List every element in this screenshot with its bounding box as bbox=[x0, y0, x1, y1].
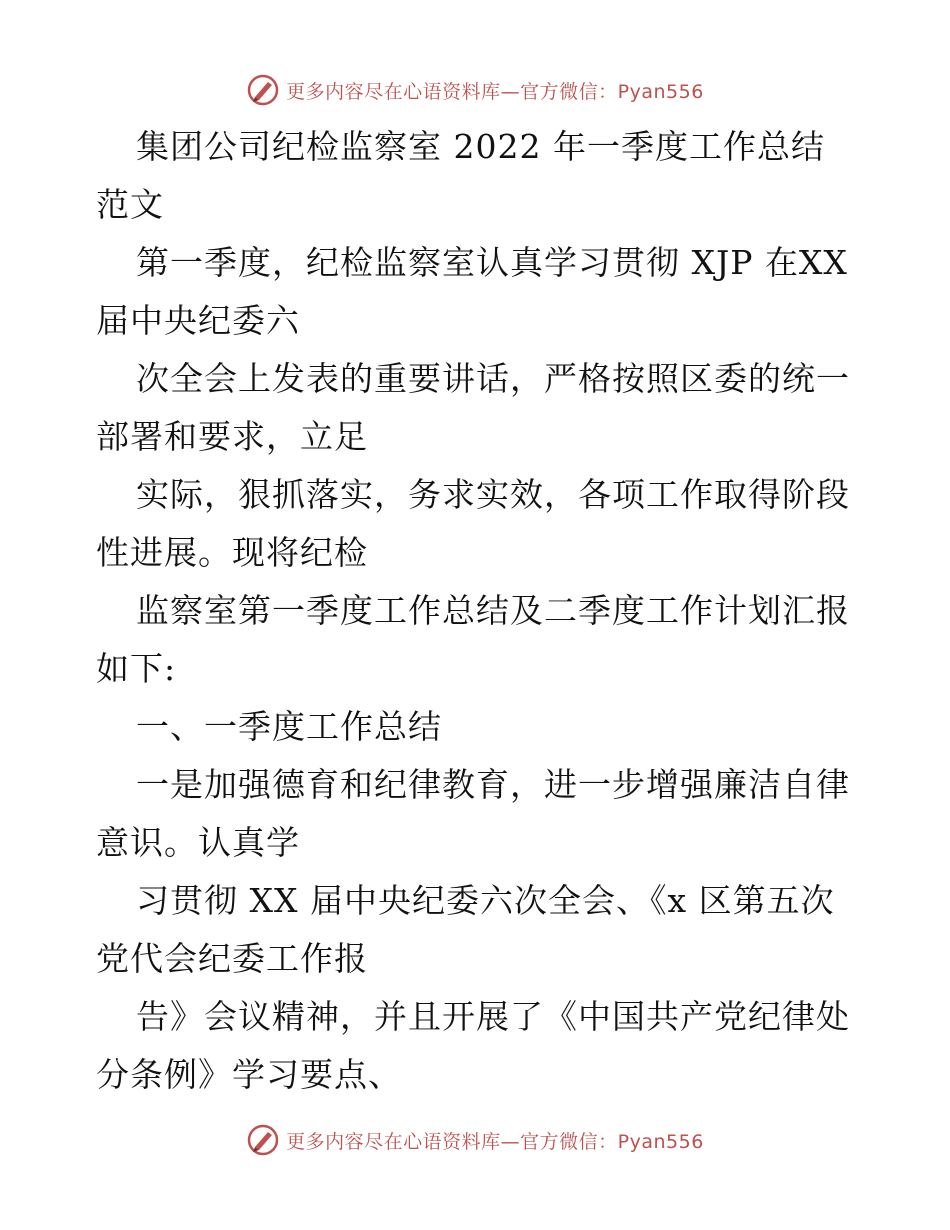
document-body bbox=[96, 118, 856, 1104]
pen-logo-icon bbox=[246, 73, 280, 107]
paragraph: 告》会议精神，并且开展了《中国共产党纪律处分条例》学习要点、 bbox=[96, 997, 850, 1094]
watermark-text: 更多内容尽在心语资料库—官方微信：Pyan556 bbox=[286, 80, 704, 103]
paragraph-title: 集团公司纪检监察室 2022 年一季度工作总结范文 bbox=[96, 127, 825, 224]
paragraph: 习贯彻 XX 届中央纪委六次全会、《x 区第五次党代会纪委工作报 bbox=[96, 881, 835, 978]
paragraph: 实际，狠抓落实，务求实效，各项工作取得阶段性进展。现将纪检 bbox=[96, 475, 850, 572]
watermark-header bbox=[0, 70, 950, 110]
section-heading: 一、一季度工作总结 bbox=[136, 707, 442, 746]
paragraph: 次全会上发表的重要讲话，严格按照区委的统一部署和要求，立足 bbox=[96, 359, 850, 456]
pen-logo-icon bbox=[246, 1123, 280, 1157]
paragraph: 第一季度，纪检监察室认真学习贯彻 XJP 在XX 届中央纪委六 bbox=[96, 243, 848, 340]
paragraph: 一是加强德育和纪律教育，进一步增强廉洁自律意识。认真学 bbox=[96, 765, 850, 862]
watermark-footer bbox=[0, 1120, 950, 1160]
paragraph: 监察室第一季度工作总结及二季度工作计划汇报如下: bbox=[96, 591, 850, 688]
watermark-text: 更多内容尽在心语资料库—官方微信：Pyan556 bbox=[286, 1130, 704, 1153]
